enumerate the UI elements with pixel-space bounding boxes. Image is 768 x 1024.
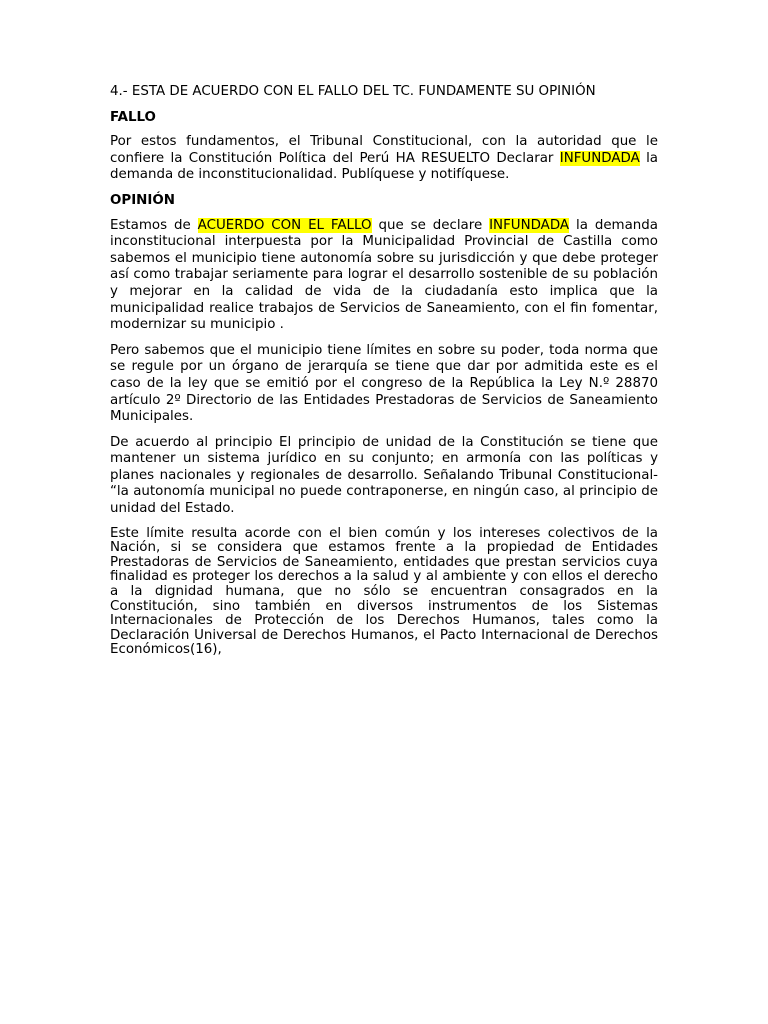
question-heading: 4.- ESTA DE ACUERDO CON EL FALLO DEL TC. FUNDAMENTE SU OPINIÓN [110,84,596,99]
fallo-title: FALLO [110,109,156,125]
opinion-p1-part1: Estamos de [110,217,198,233]
opinion-paragraph-2: Pero sabemos que el municipio tiene límites en sobre su poder, toda norma que se regule por un órgano de jerarquía se tiene que dar por admitida este es el caso de la ley que se emitió por el congreso de la República la Ley N.º 28870 artículo 2º Directorio de las Entidades Prestadoras de Servicios de Saneamiento Municipales. [110,342,658,425]
fallo-text-after: la demanda de inconstitucionalidad. Publíquese y notifíquese. [110,150,658,183]
opinion-highlight-acuerdo: ACUERDO CON EL FALLO [197,217,372,233]
opinion-p1-part3: la demanda inconstitucional interpuesta por la Municipalidad Provincial de Castilla como sabemos el municipio tiene autonomía sobre su jurisdicción y que debe proteger así como trabajar seriamente para lograr el desarrollo sostenible de su población y mejorar en la calidad de vida de la ciudadanía esto implica que la municipalidad realice trabajos de Servicios de Saneamiento, con el fin fomentar, modernizar su municipio . [110,217,659,333]
fallo-highlight-infundada: INFUNDADA [559,150,640,166]
opinion-title: OPINIÓN [110,192,175,208]
fallo-text-before: Por estos fundamentos, el Tribunal Constitucional, con la autoridad que le confiere la Constitución Política del Perú HA RESUELTO Declarar [110,134,658,166]
opinion-paragraph-3: De acuerdo al principio El principio de unidad de la Constitución se tiene que mantener un sistema jurídico en su conjunto; en armonía con las políticas y planes nacionales y regionales de desarrollo. Señalando Tribunal Constitucional- “la autonomía municipal no puede contraponerse, en ningún caso, al principio de unidad del Estado. [110,434,658,517]
document-body [110,84,658,667]
opinion-highlight-infundada: INFUNDADA [489,217,570,233]
opinion-paragraph-1 [110,218,658,334]
opinion-paragraph-4: Este límite resulta acorde con el bien común y los intereses colectivos de la Nación, si se considera que estamos frente a la propiedad de Entidades Prestadoras de Servicios de Saneamiento, entidades que prestan servicios cuya finalidad es proteger los derechos a la salud y al ambiente y con ellos el derecho a la dignidad humana, que no sólo se encuentran consagrados en la Constitución, sino también en diversos instrumentos de los Sistemas Internacionales de Protección de los Derechos Humanos, tales como la Declaración Universal de Derechos Humanos, el Pacto Internacional de Derechos Económicos(16), [110,525,658,658]
fallo-paragraph [110,134,658,184]
opinion-p1-part2: que se declare [371,217,490,233]
